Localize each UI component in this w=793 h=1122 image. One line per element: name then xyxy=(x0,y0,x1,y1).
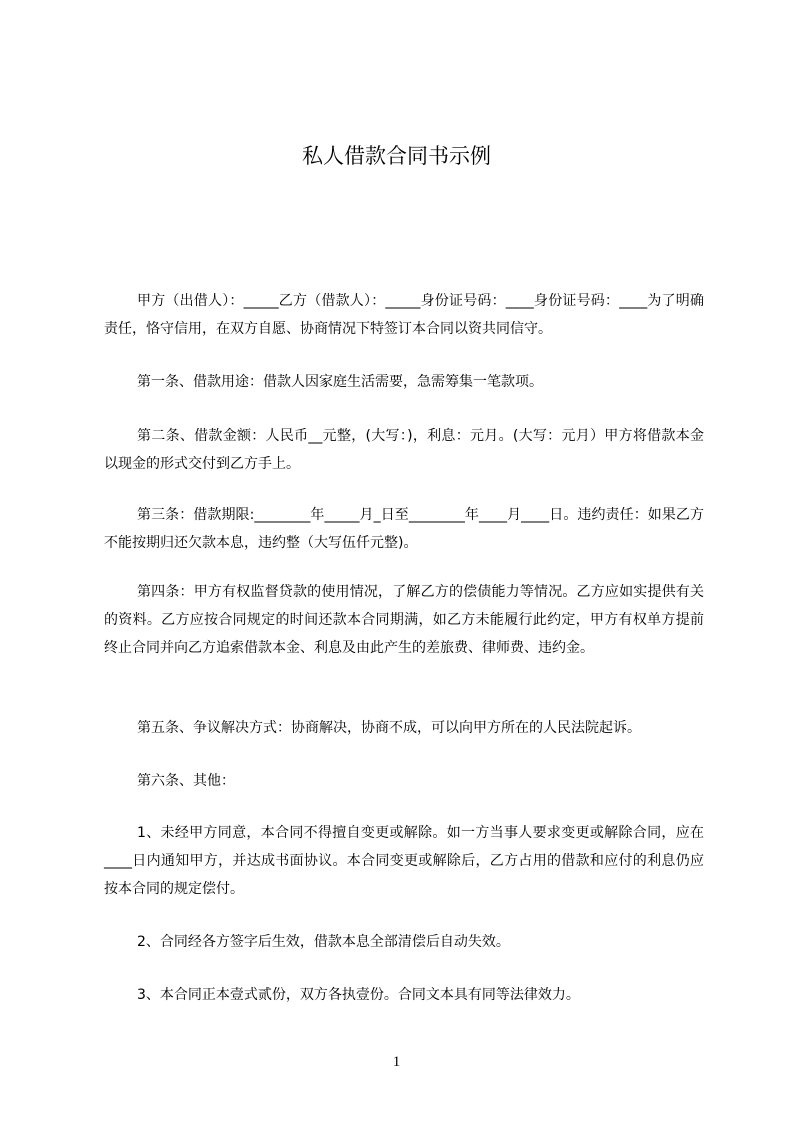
page-number: 1 xyxy=(392,1054,401,1070)
clause-6-item-1: 1、未经甲方同意，本合同不得擅自变更或解除。如一方当事人要求变更或解除合同，应在____日内通知甲方，并达成书面协议。本合同变更或解除后，乙方占用的借款和应付的利息仍应按本合同的规定偿付。 xyxy=(104,825,704,897)
clause-6-paragraph: 第六条、其他： xyxy=(137,773,235,789)
clause-2-paragraph: 第二条、借款金额：人民币__元整，(大写：)，利息：元月。(大写：元月）甲方将借款本金以现金的形式交付到乙方手上。 xyxy=(104,428,704,472)
clause-1-paragraph: 第一条、借款用途：借款人因家庭生活需要，急需筹集一笔款项。 xyxy=(137,374,543,390)
clause-6-item-3: 3、本合同正本壹式贰份，双方各执壹份。合同文本具有同等法律效力。 xyxy=(137,987,580,1003)
clause-4-paragraph: 第四条：甲方有权监督贷款的使用情况，了解乙方的偿债能力等情况。乙方应如实提供有关的资料。乙方应按合同规定的时间还款本合同期满，如乙方未能履行此约定，甲方有权单方提前终止合同并向乙方追索借款本金、利息及由此产生的差旅费、律师费、违约金。 xyxy=(104,584,704,656)
intro-paragraph: 甲方（出借人）：_____乙方（借款人）：_____身份证号码：____身份证号码：____为了明确责任，恪守信用，在双方自愿、协商情况下特签订本合同以资共同信守。 xyxy=(104,293,704,337)
clause-6-item-2: 2、合同经各方签字后生效，借款本息全部清偿后自动失效。 xyxy=(137,934,510,950)
document-title: 私人借款合同书示例 xyxy=(302,144,491,168)
clause-5-paragraph: 第五条、争议解决方式：协商解决，协商不成，可以向甲方所在的人民法院起诉。 xyxy=(137,720,641,736)
clause-3-paragraph: 第三条：借款期限:________年_____月_日至________年____月____日。违约责任：如果乙方不能按期归还欠款本息，违约整（大写伍仟元整)。 xyxy=(104,507,704,551)
